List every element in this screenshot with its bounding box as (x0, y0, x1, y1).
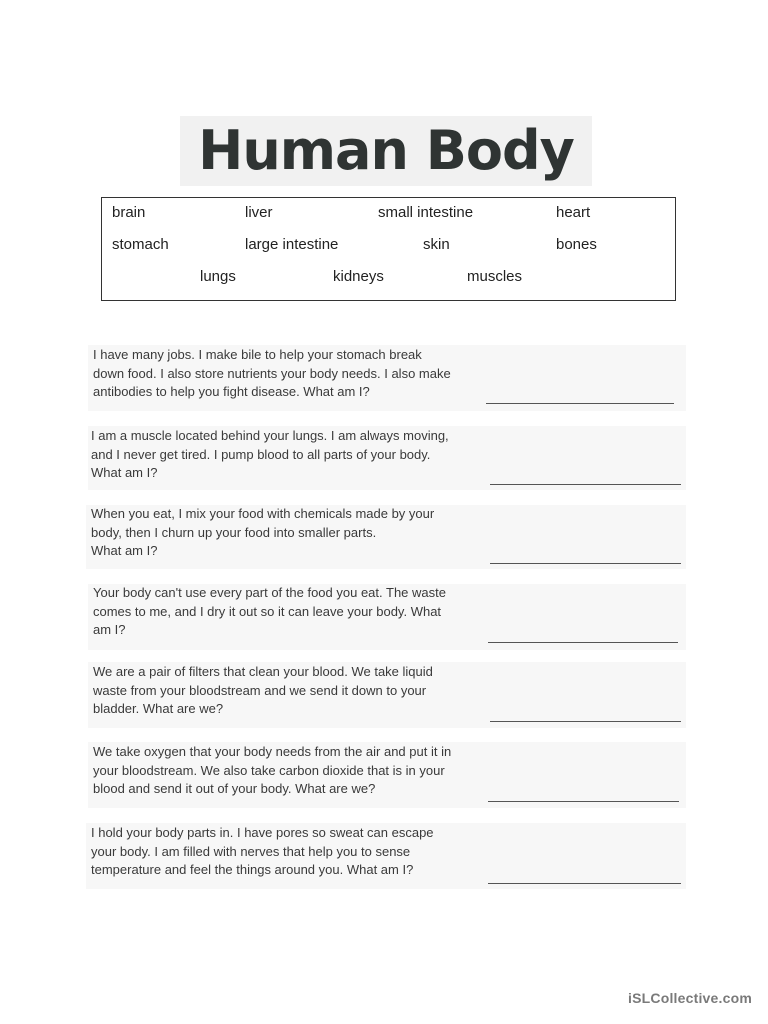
question-line: temperature and feel the things around you. What am I? (91, 862, 414, 877)
word-bank-item: brain (112, 204, 146, 221)
question-7 (91, 824, 434, 880)
question-line: antibodies to help you fight disease. What am I? (93, 384, 370, 399)
word-bank-item: large intestine (245, 236, 339, 253)
question-line: bladder. What are we? (93, 701, 224, 716)
word-bank-item: kidneys (333, 268, 384, 285)
question-2 (91, 427, 449, 483)
question-line: your body. I am filled with nerves that help you to sense (91, 843, 411, 859)
answer-line-4[interactable] (488, 642, 678, 643)
question-5 (93, 663, 433, 719)
question-1 (93, 346, 451, 402)
word-bank (101, 197, 676, 301)
answer-line-7[interactable] (488, 883, 681, 884)
question-line: comes to me, and I dry it out so it can leave your body. What (93, 603, 442, 619)
watermark: iSLCollective.com (628, 990, 752, 1006)
question-line: waste from your bloodstream and we send it down to your (93, 682, 427, 698)
question-line: I have many jobs. I make bile to help your stomach break (93, 347, 422, 362)
question-3 (91, 505, 434, 561)
question-4 (93, 584, 446, 640)
word-bank-item: liver (245, 204, 273, 221)
word-bank-item: bones (556, 236, 597, 253)
question-line: What am I? (91, 465, 158, 480)
answer-line-1[interactable] (486, 403, 674, 404)
question-line: down food. I also store nutrients your body needs. I also make (93, 365, 451, 381)
question-line: body, then I churn up your food into smaller parts. (91, 524, 377, 540)
answer-line-3[interactable] (490, 563, 681, 564)
question-line: Your body can't use every part of the food you eat. The waste (93, 585, 446, 600)
word-bank-item: muscles (467, 268, 523, 285)
question-line: We are a pair of filters that clean your blood. We take liquid (93, 664, 433, 679)
answer-line-6[interactable] (488, 801, 679, 802)
question-6 (93, 743, 451, 799)
word-bank-item: stomach (112, 236, 169, 253)
question-line: am I? (93, 622, 126, 637)
question-line: blood and send it out of your body. What are we? (93, 781, 376, 796)
question-line: your bloodstream. We also take carbon dioxide that is in your (93, 762, 445, 778)
word-bank-item: heart (556, 204, 591, 221)
title-banner (180, 116, 592, 186)
question-line: I am a muscle located behind your lungs. I am always moving, (91, 428, 449, 443)
question-line: What am I? (91, 543, 158, 558)
page-title: Human Body (198, 119, 574, 182)
question-line: When you eat, I mix your food with chemicals made by your (91, 506, 435, 521)
word-bank-item: lungs (200, 268, 236, 285)
answer-line-2[interactable] (490, 484, 681, 485)
word-bank-item: skin (423, 236, 450, 253)
question-line: and I never get tired. I pump blood to all parts of your body. (91, 446, 431, 462)
question-line: I hold your body parts in. I have pores so sweat can escape (91, 825, 434, 840)
word-bank-item: small intestine (378, 204, 474, 221)
answer-line-5[interactable] (490, 721, 681, 722)
question-line: We take oxygen that your body needs from the air and put it in (93, 744, 452, 759)
